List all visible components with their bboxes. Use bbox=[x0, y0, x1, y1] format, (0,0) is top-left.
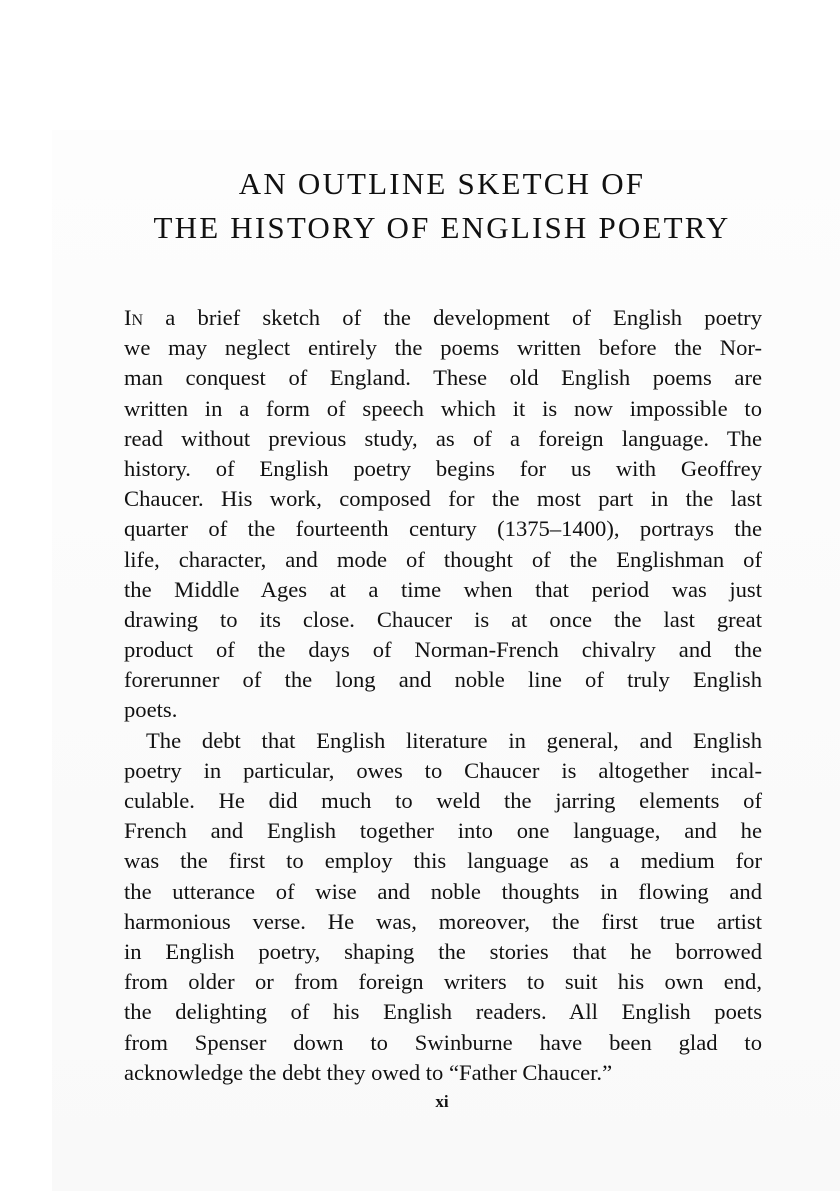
page-number: xi bbox=[435, 1092, 449, 1111]
page-title-line-2: THE HISTORY OF ENGLISH POETRY bbox=[153, 210, 731, 245]
paragraph-line: poets. bbox=[124, 697, 178, 723]
paragraph-line: the Middle Ages at a time when that period was just bbox=[124, 576, 762, 602]
paragraph-2 bbox=[124, 726, 762, 1088]
paragraph-line: product of the days of Norman-French chivalry and the bbox=[124, 637, 762, 663]
paragraph-line: was the first to employ this language as a medium for bbox=[124, 848, 762, 874]
paragraph-line: drawing to its close. Chaucer is at once the last great bbox=[124, 606, 762, 632]
paragraph-line: written in a form of speech which it is now impossible to bbox=[124, 395, 762, 421]
paragraph-line: harmonious verse. He was, moreover, the first true artist bbox=[124, 908, 762, 934]
body-text bbox=[124, 303, 762, 1088]
line-text: a brief sketch of the development of English poetry bbox=[143, 305, 762, 330]
paragraph-line: The debt that English literature in general, and English bbox=[146, 727, 762, 753]
paragraph-line: in English poetry, shaping the stories that he borrowed bbox=[124, 938, 762, 964]
paragraph-line: acknowledge the debt they owed to “Father Chaucer.” bbox=[124, 1059, 613, 1085]
paragraph-line: culable. He did much to weld the jarring elements of bbox=[124, 788, 762, 813]
paragraph-line: Chaucer. His work, composed for the most part in the last bbox=[124, 486, 762, 512]
page-title-line-1: AN OUTLINE SKETCH OF bbox=[238, 166, 646, 201]
paragraph-line: French and English together into one language, and he bbox=[124, 818, 762, 844]
paragraph-line: man conquest of England. These old English poems are bbox=[124, 365, 762, 391]
paragraph-line: read without previous study, as of a foreign language. The bbox=[124, 425, 762, 451]
paragraph-line: forerunner of the long and noble line of truly English bbox=[124, 667, 762, 693]
paragraph-1 bbox=[124, 303, 762, 726]
paragraph-line: the delighting of his English readers. All English poets bbox=[124, 999, 762, 1025]
paragraph-line bbox=[124, 303, 762, 333]
paragraph-line: the utterance of wise and noble thoughts in flowing and bbox=[124, 878, 762, 904]
paragraph-line: life, character, and mode of thought of the Englishman of bbox=[124, 546, 762, 572]
paragraph-line: we may neglect entirely the poems written before the Nor- bbox=[124, 335, 762, 361]
paragraph-line: from Spenser down to Swinburne have been glad to bbox=[124, 1029, 762, 1055]
paragraph-line: from older or from foreign writers to suit his own end, bbox=[124, 969, 762, 995]
paragraph-line: poetry in particular, owes to Chaucer is altogether incal- bbox=[124, 757, 762, 783]
paragraph-line: history. of English poetry begins for us with Geoffrey bbox=[124, 455, 762, 481]
drop-cap-word: In bbox=[124, 305, 144, 330]
paragraph-line: quarter of the fourteenth century (1375–1400), portrays the bbox=[124, 516, 762, 542]
